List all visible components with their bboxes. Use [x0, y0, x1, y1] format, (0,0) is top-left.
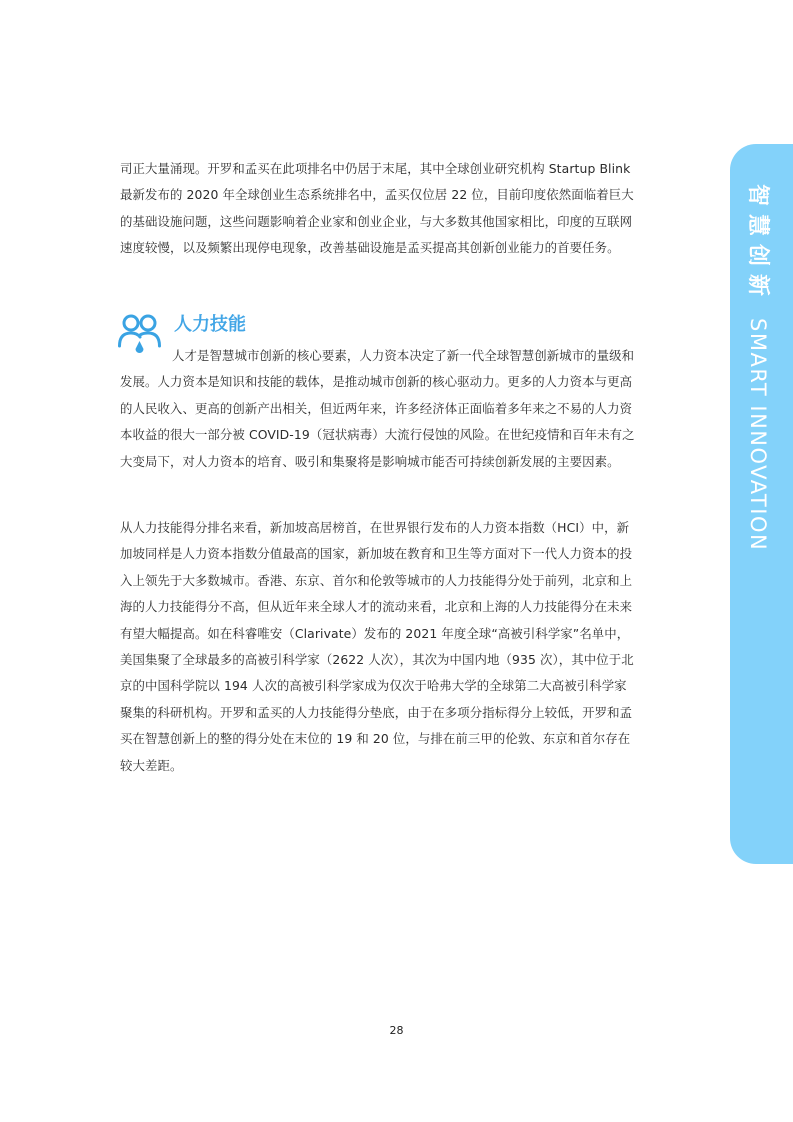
- intro-paragraph: 司正大量涌现。开罗和孟买在此项排名中仍居于末尾，其中全球创业研究机构 Startup Blink 最新发布的 2020 年全球创业生态系统排名中，孟买仅位居 22 位，目前印度依然面临着巨大的基础设施问题，这些问题影响着企业家和创业企业，与大多数其他国家相比，印度的互联网速度较慢，以及频繁出现停电现象，改善基础设施是孟买提高其创新创业能力的首要任务。: [120, 161, 634, 256]
- section-paragraph-1: 人才是智慧城市创新的核心要素，人力资本决定了新一代全球智慧创新城市的量级和发展。人力资本是知识和技能的载体，是推动城市创新的核心驱动力。更多的人力资本与更高的人民收入、更高的创新产出相关，但近两年来，许多经济体正面临着多年来之不易的人力资本收益的很大一部分被 COVID-19（冠状病毒）大流行侵蚀的风险。在世纪疫情和百年未有之大变局下，对人力资本的培育、吸引和集聚将是影响城市能否可持续创新发展的主要因素。: [120, 348, 635, 469]
- section-paragraph-2: 从人力技能得分排名来看，新加坡高居榜首，在世界银行发布的人力资本指数（HCI）中，新加坡同样是人力资本指数分值最高的国家，新加坡在教育和卫生等方面对下一代人力资本的投入上领先于大多数城市。香港、东京、首尔和伦敦等城市的人力技能得分处于前列，北京和上海的人力技能得分不高，但从近年来全球人才的流动来看，北京和上海的人力技能得分在未来有望大幅提高。如在科睿唯安（Clarivate）发布的 2021 年度全球“高被引科学家”名单中，美国集聚了全球最多的高被引科学家（2622 人次），其次为中国内地（935 次），其中位于北京的中国科学院以 194 人次的高被引科学家成为仅次于哈弗大学的全球第二大高被引科学家聚集的科研机构。开罗和孟买的人力技能得分垫底，由于在多项分指标得分上较低，开罗和孟买在智慧创新上的整的得分处在末位的 19 和 20 位，与排在前三甲的伦敦、东京和首尔存在较大差距。: [120, 520, 634, 773]
- side-tab: [730, 144, 793, 864]
- side-tab-label: [744, 184, 775, 551]
- side-tab-label-en: SMART INNOVATION: [746, 318, 770, 552]
- section-title: 人力技能: [174, 314, 246, 335]
- side-tab-label-cn: 智慧创新: [745, 184, 770, 305]
- page-number: 28: [389, 1024, 404, 1037]
